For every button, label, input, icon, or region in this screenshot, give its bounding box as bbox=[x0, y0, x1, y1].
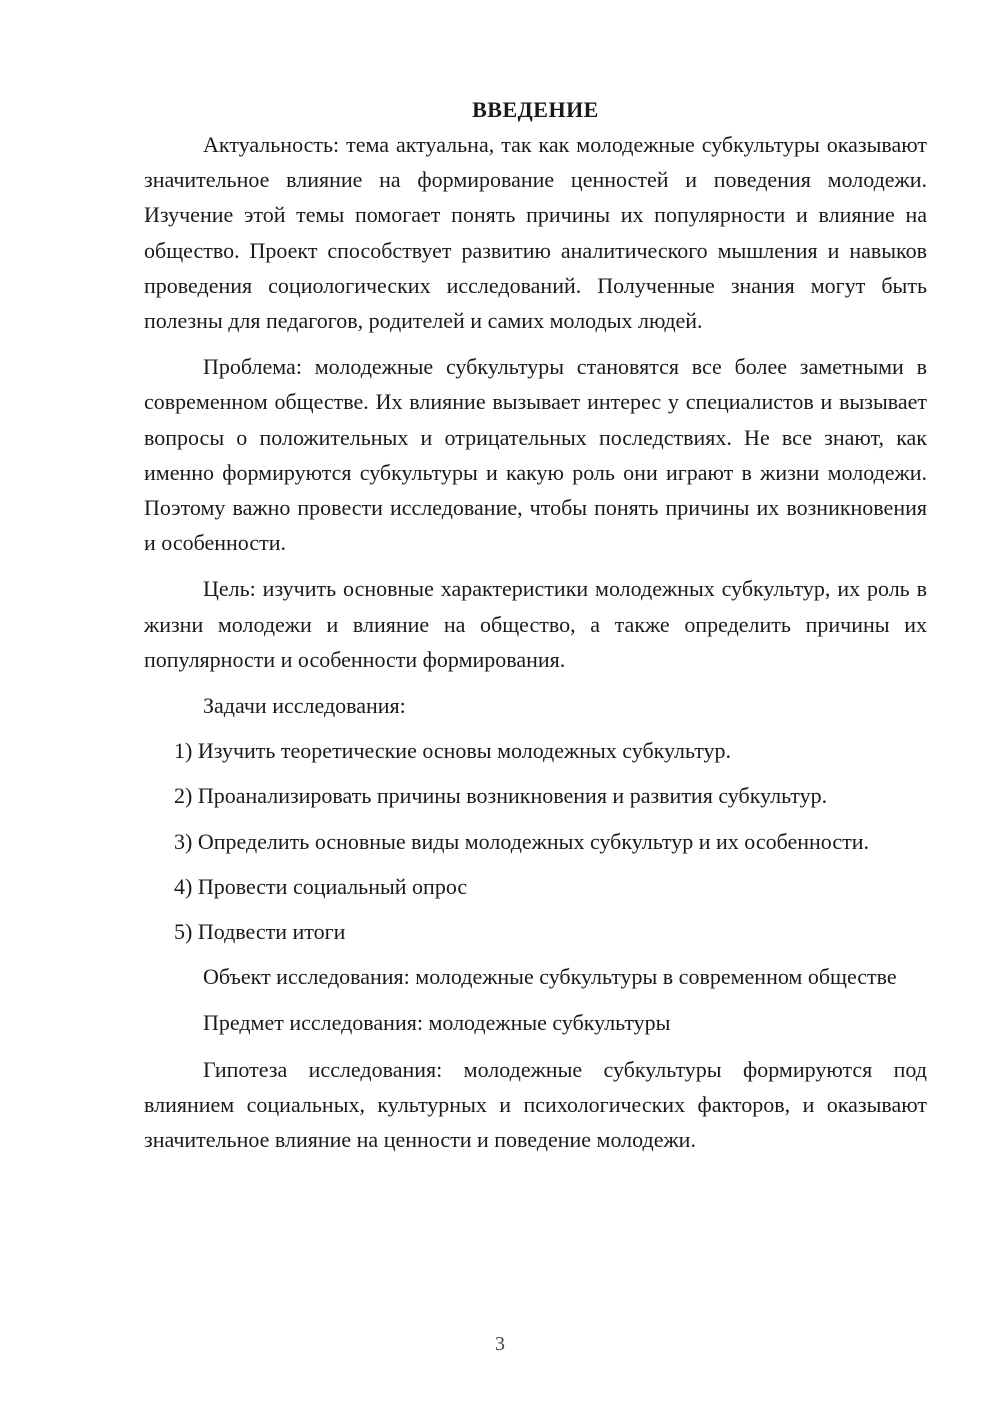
paragraph-subject: Предмет исследования: молодежные субкультуры bbox=[203, 1010, 671, 1036]
task-item-2: 2) Проанализировать причины возникновения и развития субкультур. bbox=[174, 783, 828, 809]
paragraph-hypothesis: Гипотеза исследования: молодежные субкультуры формируются под влиянием социальных, культурных и психологических факторов, и оказывают значительное влияние на ценности и поведение молодежи. bbox=[144, 1056, 927, 1153]
document-page bbox=[144, 92, 927, 1168]
task-item-3: 3) Определить основные виды молодежных субкультур и их особенности. bbox=[174, 828, 869, 854]
task-item-4: 4) Провести социальный опрос bbox=[174, 873, 468, 899]
section-heading: ВВЕДЕНИЕ bbox=[472, 97, 599, 122]
task-item-5: 5) Подвести итоги bbox=[174, 919, 346, 945]
task-item-1: 1) Изучить теоретические основы молодежных субкультур. bbox=[174, 738, 732, 764]
paragraph-relevance: Актуальность: тема актуальна, так как молодежные субкультуры оказывают значительное влияние на формирование ценностей и поведения молодежи. Изучение этой темы помогает понять причины их популярности и влияние на общество. Проект способствует развитию аналитического мышления и навыков проведения социологических исследований. Полученные знания могут быть полезны для педагогов, родителей и самих молодых людей. bbox=[144, 132, 927, 334]
tasks-heading: Задачи исследования: bbox=[203, 693, 406, 719]
paragraph-problem: Проблема: молодежные субкультуры становятся все более заметными в современном обществе. Их влияние вызывает интерес у специалистов и вызывает вопросы о положительных и отрицательных последствиях. Не все знают, как именно формируются субкультуры и какую роль они играют в жизни молодежи. Поэтому важно провести исследование, чтобы понять причины их возникновения и особенности. bbox=[144, 354, 927, 556]
paragraph-object: Объект исследования: молодежные субкультуры в современном обществе bbox=[203, 964, 897, 990]
paragraph-goal: Цель: изучить основные характеристики молодежных субкультур, их роль в жизни молодежи и влияние на общество, а также определить причины их популярности и особенности формирования. bbox=[144, 576, 927, 672]
page-number: 3 bbox=[495, 1333, 505, 1355]
